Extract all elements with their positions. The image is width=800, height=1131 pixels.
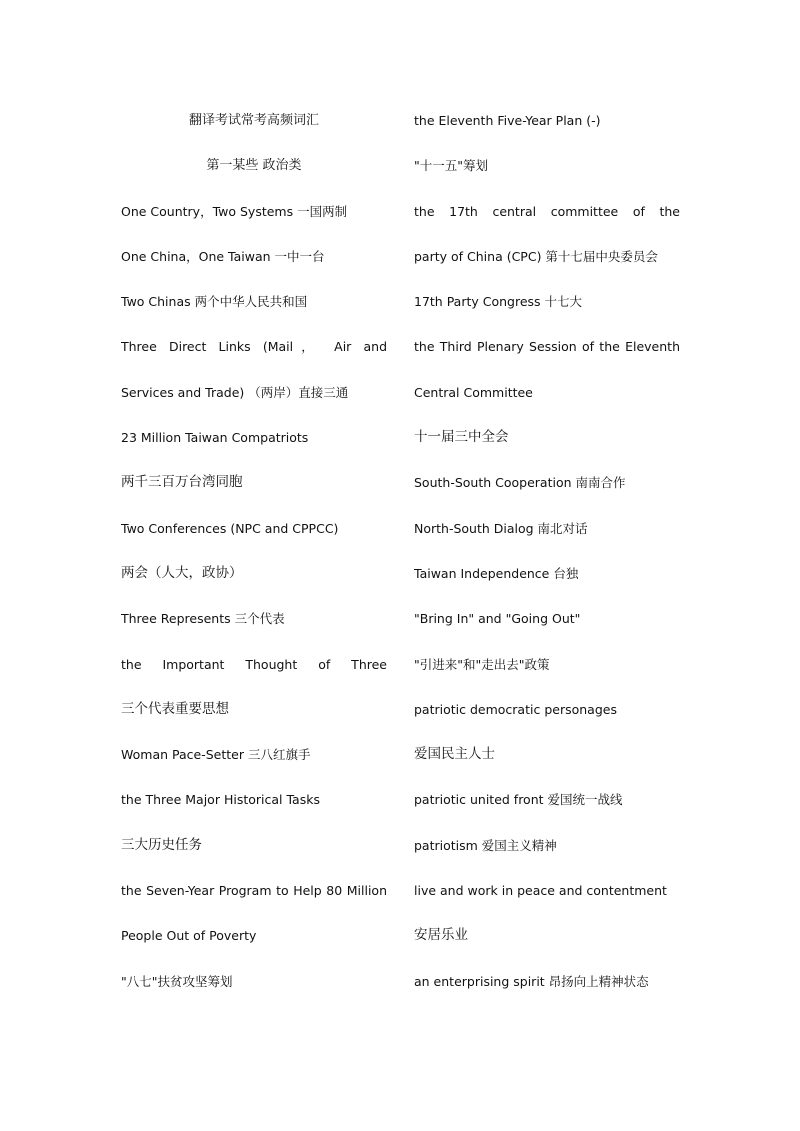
term-line: 安居乐业 bbox=[414, 927, 468, 944]
term-line: patriotic united front 爱国统一战线 bbox=[414, 792, 623, 808]
term-line: an enterprising spirit 昂扬向上精神状态 bbox=[414, 973, 649, 989]
term-line: Central Committee bbox=[414, 384, 533, 400]
term-line: the Third Plenary Session of the Eleventh bbox=[414, 339, 680, 355]
section-heading: 第一某些 政治类 bbox=[206, 158, 302, 174]
term-line: Two Conferences (NPC and CPPCC) bbox=[121, 520, 339, 536]
term-line: One Country，Two Systems 一国两制 bbox=[121, 203, 348, 219]
term-line: the 17th central committee of the bbox=[414, 203, 680, 219]
term-line: 爱国民主人士 bbox=[414, 746, 495, 763]
term-line: Taiwan Independence 台独 bbox=[414, 565, 579, 581]
term-line: 23 Million Taiwan Compatriots bbox=[121, 430, 309, 446]
term-line: "八七"扶贫攻坚筹划 bbox=[121, 973, 233, 989]
term-line: North-South Dialog 南北对话 bbox=[414, 520, 588, 536]
term-line: 十一届三中全会 bbox=[414, 429, 509, 446]
term-line: Two Chinas 两个中华人民共和国 bbox=[121, 294, 308, 310]
term-line: South-South Cooperation 南南合作 bbox=[414, 475, 626, 491]
term-line: the Three Major Historical Tasks bbox=[121, 792, 320, 808]
term-line: "引进来"和"走出去"政策 bbox=[414, 656, 550, 672]
term-line: People Out of Poverty bbox=[121, 928, 257, 944]
term-line: 三个代表重要思想 bbox=[121, 700, 229, 717]
term-line: live and work in peace and contentment bbox=[414, 883, 667, 899]
term-line: 17th Party Congress 十七大 bbox=[414, 294, 583, 310]
term-line: One China，One Taiwan 一中一台 bbox=[121, 248, 325, 264]
term-line: Services and Trade) （两岸）直接三通 bbox=[121, 384, 349, 400]
term-line: "Bring In" and "Going Out" bbox=[414, 611, 581, 627]
left-column bbox=[121, 98, 387, 1004]
term-line: 两会（人大，政协） bbox=[121, 564, 243, 581]
term-line: the Important Thought of Three bbox=[121, 656, 387, 672]
term-line: patriotic democratic personages bbox=[414, 701, 617, 717]
term-line: the Eleventh Five-Year Plan (-) bbox=[414, 113, 601, 128]
term-line: Three Direct Links (Mail， Air and bbox=[121, 339, 387, 355]
term-line: 两千三百万台湾同胞 bbox=[121, 474, 243, 491]
term-line: "十一五"筹划 bbox=[414, 158, 488, 174]
term-line: patriotism 爱国主义精神 bbox=[414, 837, 557, 853]
term-line: the Seven-Year Program to Help 80 Million bbox=[121, 883, 387, 899]
right-column bbox=[414, 98, 680, 1004]
term-line: Three Represents 三个代表 bbox=[121, 611, 285, 627]
term-line: 三大历史任务 bbox=[121, 836, 202, 853]
term-line: Woman Pace-Setter 三八红旗手 bbox=[121, 747, 311, 763]
document-title: 翻译考试常考高频词汇 bbox=[188, 113, 319, 128]
term-line: party of China (CPC) 第十七届中央委员会 bbox=[414, 248, 658, 264]
